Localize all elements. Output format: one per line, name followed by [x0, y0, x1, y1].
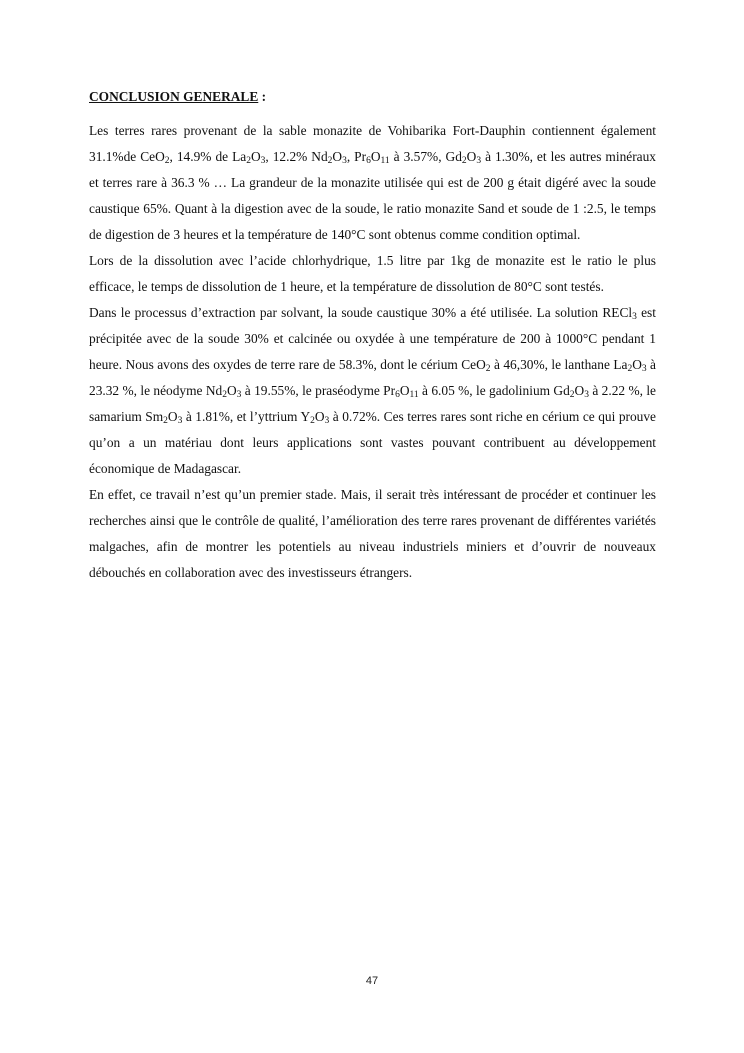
- subscript: 3: [342, 156, 347, 166]
- subscript: 2: [627, 364, 633, 374]
- paragraph-2: Lors de la dissolution avec l’acide chlorhydrique, 1.5 litre par 1kg de monazite est le ratio le plus efficace, le temps de dissolution de 1 heure, et la température de dissolution de 80°C sont testés.: [89, 253, 656, 294]
- paragraph-1-text: , Pr: [346, 149, 367, 164]
- subscript: 3: [584, 390, 589, 400]
- subscript: 11: [380, 156, 390, 166]
- paragraph-3-text: à 23.32 %, le néodyme Nd: [89, 357, 657, 398]
- subscript: 2: [246, 156, 251, 166]
- paragraph-1: Les terres rares provenant de la sable monazite de Vohibarika Fort-Dauphin contiennent également 31.1%de CeO$_2$, 14.9% de $La_2O_3$, 12.2% $Nd_2O_3$, $Pr_6O_{11}$ à 3.57%, $Gd_2O_3$ à 1.30%, et les autres minéraux et terres rare à 36.3 % … La grandeur de la monazite utilisée qui est de 200 g était digéré avec la soude caustique 65%. Quant à la digestion avec de la soude, le ratio monazite Sand et soude de 1 :2.5, le temps de digestion de 3 heures et la température de 140°C sont obtenus comme condition optimal.: [89, 123, 656, 242]
- paragraph-3-text: à 0.72%. Ces terres rares sont riche en cérium ce qui prouve qu’on a un matériau dont leurs applications sont vastes pouvant contribuent au développement économique de Madagascar.: [89, 409, 656, 476]
- heading-text: CONCLUSION GENERALE: [89, 89, 259, 104]
- subscript: 3: [177, 416, 183, 426]
- subscript: 6: [395, 390, 400, 400]
- page-number: 47: [365, 975, 379, 987]
- subscript: 2: [461, 156, 467, 166]
- paragraph-3-text: est précipitée avec de la soude 30% et calcinée ou oxydée à une température de 200 à 1000°C pendant 1 heure. Nous avons des oxydes de terre rare de 58.3%, dont le cérium CeO: [89, 305, 656, 372]
- paragraph-3-text: à 1.81%, et l’yttrium Y: [182, 409, 311, 424]
- subscript: 11: [409, 390, 419, 400]
- subscript: 3: [324, 416, 330, 426]
- subscript: 2: [222, 390, 227, 400]
- main-content: [89, 87, 656, 586]
- subscript: 3: [632, 312, 637, 322]
- paragraph-1-text: Les terres rares provenant de la sable monazite de Vohibarika Fort-Dauphin contiennent également 31.1%de CeO: [89, 123, 656, 164]
- section-heading: [89, 87, 656, 107]
- paragraph-3-text: à 6.05 %, le gadolinium Gd: [418, 383, 570, 398]
- subscript: 3: [260, 156, 266, 166]
- subscript: 6: [366, 156, 371, 166]
- subscript: 3: [641, 364, 647, 374]
- paragraph-3-text: à 19.55%, le praséodyme Pr: [241, 383, 396, 398]
- subscript: 2: [164, 156, 170, 166]
- paragraph-1-text: , 12.2% Nd: [265, 149, 328, 164]
- subscript: 2: [163, 416, 168, 426]
- paragraph-3-text: à 2.22 %, le samarium Sm: [89, 383, 656, 424]
- paragraph-1-text: , 14.9% de La: [169, 149, 247, 164]
- paragraph-3: Dans le processus d’extraction par solvant, la soude caustique 30% a été utilisée. La solution RECl$_3$ est précipitée avec de la soude 30% et calcinée ou oxydée à une température de 200 à 1000°C pendant 1 heure. Nous avons des oxydes de terre rare de 58.3%, dont le cérium CeO$_2$ à 46,30%, le lanthane $La_2O_3$ à 23.32 %, le néodyme $Nd_2O_3$ à 19.55%, le praséodyme $Pr_6O_{11}$ à 6.05 %, le gadolinium $Gd_2O_3$ à 2.22 %, le samarium $Sm_2O_3$ à 1.81%, et l’yttrium $Y_2O_3$ à 0.72%. Ces terres rares sont riche en cérium ce qui prouve qu’on a un matériau dont leurs applications sont vastes pouvant contribuent au développement économique de Madagascar.: [89, 305, 657, 476]
- subscript: 2: [327, 156, 333, 166]
- paragraph-3-text: à 46,30%, le lanthane La: [490, 357, 628, 372]
- paragraph-3-text: Dans le processus d’extraction par solvant, la soude caustique 30% a été utilisée. La solution RECl: [89, 305, 633, 320]
- heading-colon: :: [258, 89, 267, 104]
- subscript: 3: [236, 390, 242, 400]
- subscript: 2: [569, 390, 575, 400]
- paragraph-1-text: à 3.57%, Gd: [389, 149, 462, 164]
- subscript: 2: [310, 416, 315, 426]
- paragraph-1-text: à 1.30%, et les autres minéraux et terres rare à 36.3 % … La grandeur de la monazite utilisée qui est de 200 g était digéré avec la soude caustique 65%. Quant à la digestion avec de la soude, le ratio monazite Sand et soude de 1 :2.5, le temps de digestion de 3 heures et la température de 140°C sont obtenus comme condition optimal.: [89, 149, 656, 242]
- subscript: 2: [485, 364, 491, 374]
- paragraph-4: En effet, ce travail n’est qu’un premier stade. Mais, il serait très intéressant de procéder et continuer les recherches ainsi que le contrôle de qualité, l’amélioration des terre rares provenant de différentes variétés malgaches, afin de montrer les potentiels au niveau industriels miniers et d’ouvrir de nouveaux débouchés en collaboration avec des investisseurs étrangers.: [89, 487, 656, 580]
- subscript: 3: [476, 156, 482, 166]
